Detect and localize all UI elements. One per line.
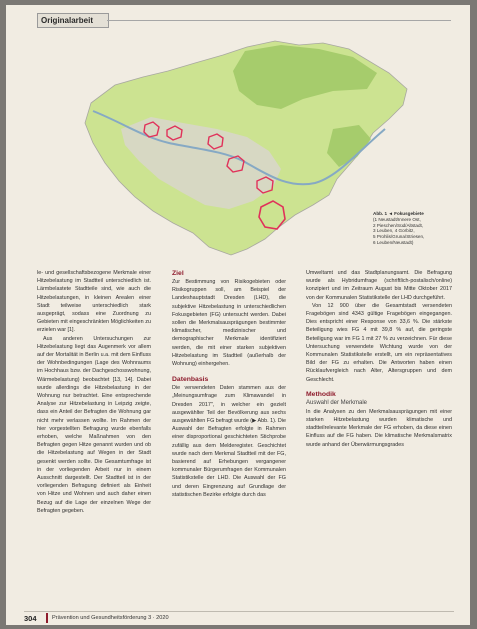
caption-line: (1 Neustadt/Innere Ost, — [373, 216, 421, 222]
paragraph: le- und gesellschaftsbezogene Merkmale einer Hitzebelastung im Stadtteil unterschiedlich ist. Lärmbelastete Stadtteile sind, wie auch die Hitzebelastungen, in kleinen Arealen einer Stadt teilweise unterschiedlich stark ausgeprägt, sodass eine Zuordnung zu Gebieten mit eingeschränkten Möglichkeiten zu erzielen war [1]. — [37, 270, 151, 334]
text-column-1 — [37, 269, 151, 515]
caption-line: Abb. 1 ◄ Fokusgebiete — [373, 211, 424, 216]
section-label: Originalarbeit — [37, 13, 109, 28]
paragraph: In die Analysen zu den Merkmalsausprägungen mit einer starken Hitzebelastung wurden klimatische und stadtteilrelevante Merkmale der FG erhoben, da diese einen Einfluss auf die FG haben. Die klimatische Merkmalsmatrix wurde anhand der Überwärmungsgrades — [306, 408, 452, 448]
caption-line: 5 Prohlis/Gruna/Striesen, — [373, 234, 425, 240]
subsection-heading: Auswahl der Merkmale — [306, 399, 368, 406]
paragraph: Von 12 900 über die Gesamtstadt versendeten Fragebögen sind 4343 gültige Fragebögen eingegangen. Dies entspricht einer Response von 33,6 %. Die stärkste Beteiligung wies FG 4 mit 39,8 % auf, die geringste Beteiligung war im FG 1 mit 27 % zu verzeichnen. Für diese Untersuchung verwendete Wichtung wurde von der Kommunalen Statistikstelle erstellt, um ein repräsentatives Bild der FG zu erhalten. Die Antworten haben einen Rücklaufvergleich nach Alter, Altersgruppen und dem Geschlecht. — [306, 302, 452, 383]
figure-caption — [373, 211, 453, 246]
footer-separator — [46, 613, 48, 623]
paragraph: Die verwendeten Daten stammen aus der „Meinungsumfrage zum Klimawandel in Dresden 2017", in welcher ein gezielt ausgewählter Teil der Bevölkerung aus sechs ausgewählten FG befragt wurde (▶ Abb. 1). Die Auswahl der Befragten erfolgte in Rahmen einer disproportional geschichteten Stichprobe zufällig aus dem Melderegister. Geschichtet wurde nach dem Merkmal Stadtteil mit der FG, basierend auf Erhebungen vergangener kommunaler Bürgerumfragen der Kommunalen Statistikstelle der LHD. Die Auswahl der FG und deren Eingrenzung auf Grundlage der statistischen Bezirke erfolgte durch das — [172, 385, 286, 498]
section-heading-methodik: Methodik — [306, 390, 336, 398]
header-rule — [107, 20, 451, 21]
paragraph: Umweltamt und das Stadtplanungsamt. Die Befragung wurde als Hybridumfrage (schriftlich-postalisch/online) konzipiert und im Zeitraum August bis Mitte Oktober 2017 von der Kommunalen Statistikstelle der LHD durchgeführt. — [306, 270, 452, 301]
section-heading-datenbasis: Datenbasis — [172, 376, 209, 384]
section-heading-ziel: Ziel — [172, 270, 184, 277]
page-number: 304 — [24, 614, 37, 623]
text-column-2 — [172, 269, 286, 499]
caption-line: 3 Leuben, 4 Gorbitz, — [373, 228, 415, 234]
paragraph: Zur Bestimmung von Risikogebieten oder Risikogruppen soll, am Beispiel der Landeshauptstadt Dresden (LHD), die subjektive Hitzebelastung in unterschiedlichen Fokusgebieten (FG) untersucht werden. Dabei sollen die Merkmalsausprägungen bestimmter klimatischer, medizinischer und demographischer Merkmale identifiziert werden, die mit einer starken subjektiven Hitzebelastung im Stadtteil (außerhalb der Wohnung) einhergehen. — [172, 279, 286, 368]
paragraph: Aus anderen Untersuchungen zur Hitzebelastung liegt das Augenmerk vor allem auf der Mortalität in Berlin u.a. mit dem Einfluss der Wohnbedingungen (Lage des Wohnraums im Hochhaus bzw. der Dachgeschosswohnung, Wärmebelastung) beobachtet [13, 14]. Dabei wurde allerdings die Hitzebelastung in der Wohnung nur betrachtet. Eine entsprechende Analyse zur Hitzebelastung in Leipzig zeigte, dass ein Anteil der Befragten die Wohnung gar nicht mehr verlassen wollte. Im Rahmen der hier vorgestellten Befragung wurde ebenfalls erhoben, welche Maßnahmen von den Befragten gegen Hitze genannt wurden und ob die Hitzebelastung auf Wegen in der Stadt gesenkt werden sollte. Die Gesamtumfrage ist in der vorliegenden Arbeit nur in einem Ausschnitt dargestellt. Der Stadtteil ist in der vorliegenden Befragung definiert als Einheit von Hitze und Wohnen und auch daher einen Bezug auf die Lage der einzelnen Wege der Befragten gegeben. — [37, 335, 151, 514]
caption-line: 6 Leuben/Neustadt) — [373, 239, 414, 245]
caption-line: 2 Pieschen/Süd/Altstadt, — [373, 222, 424, 228]
journal-name: Prävention und Gesundheitsförderung 3 · 2020 — [52, 615, 169, 621]
footer-rule — [24, 611, 454, 612]
text-column-3 — [306, 269, 452, 449]
page — [6, 5, 470, 625]
